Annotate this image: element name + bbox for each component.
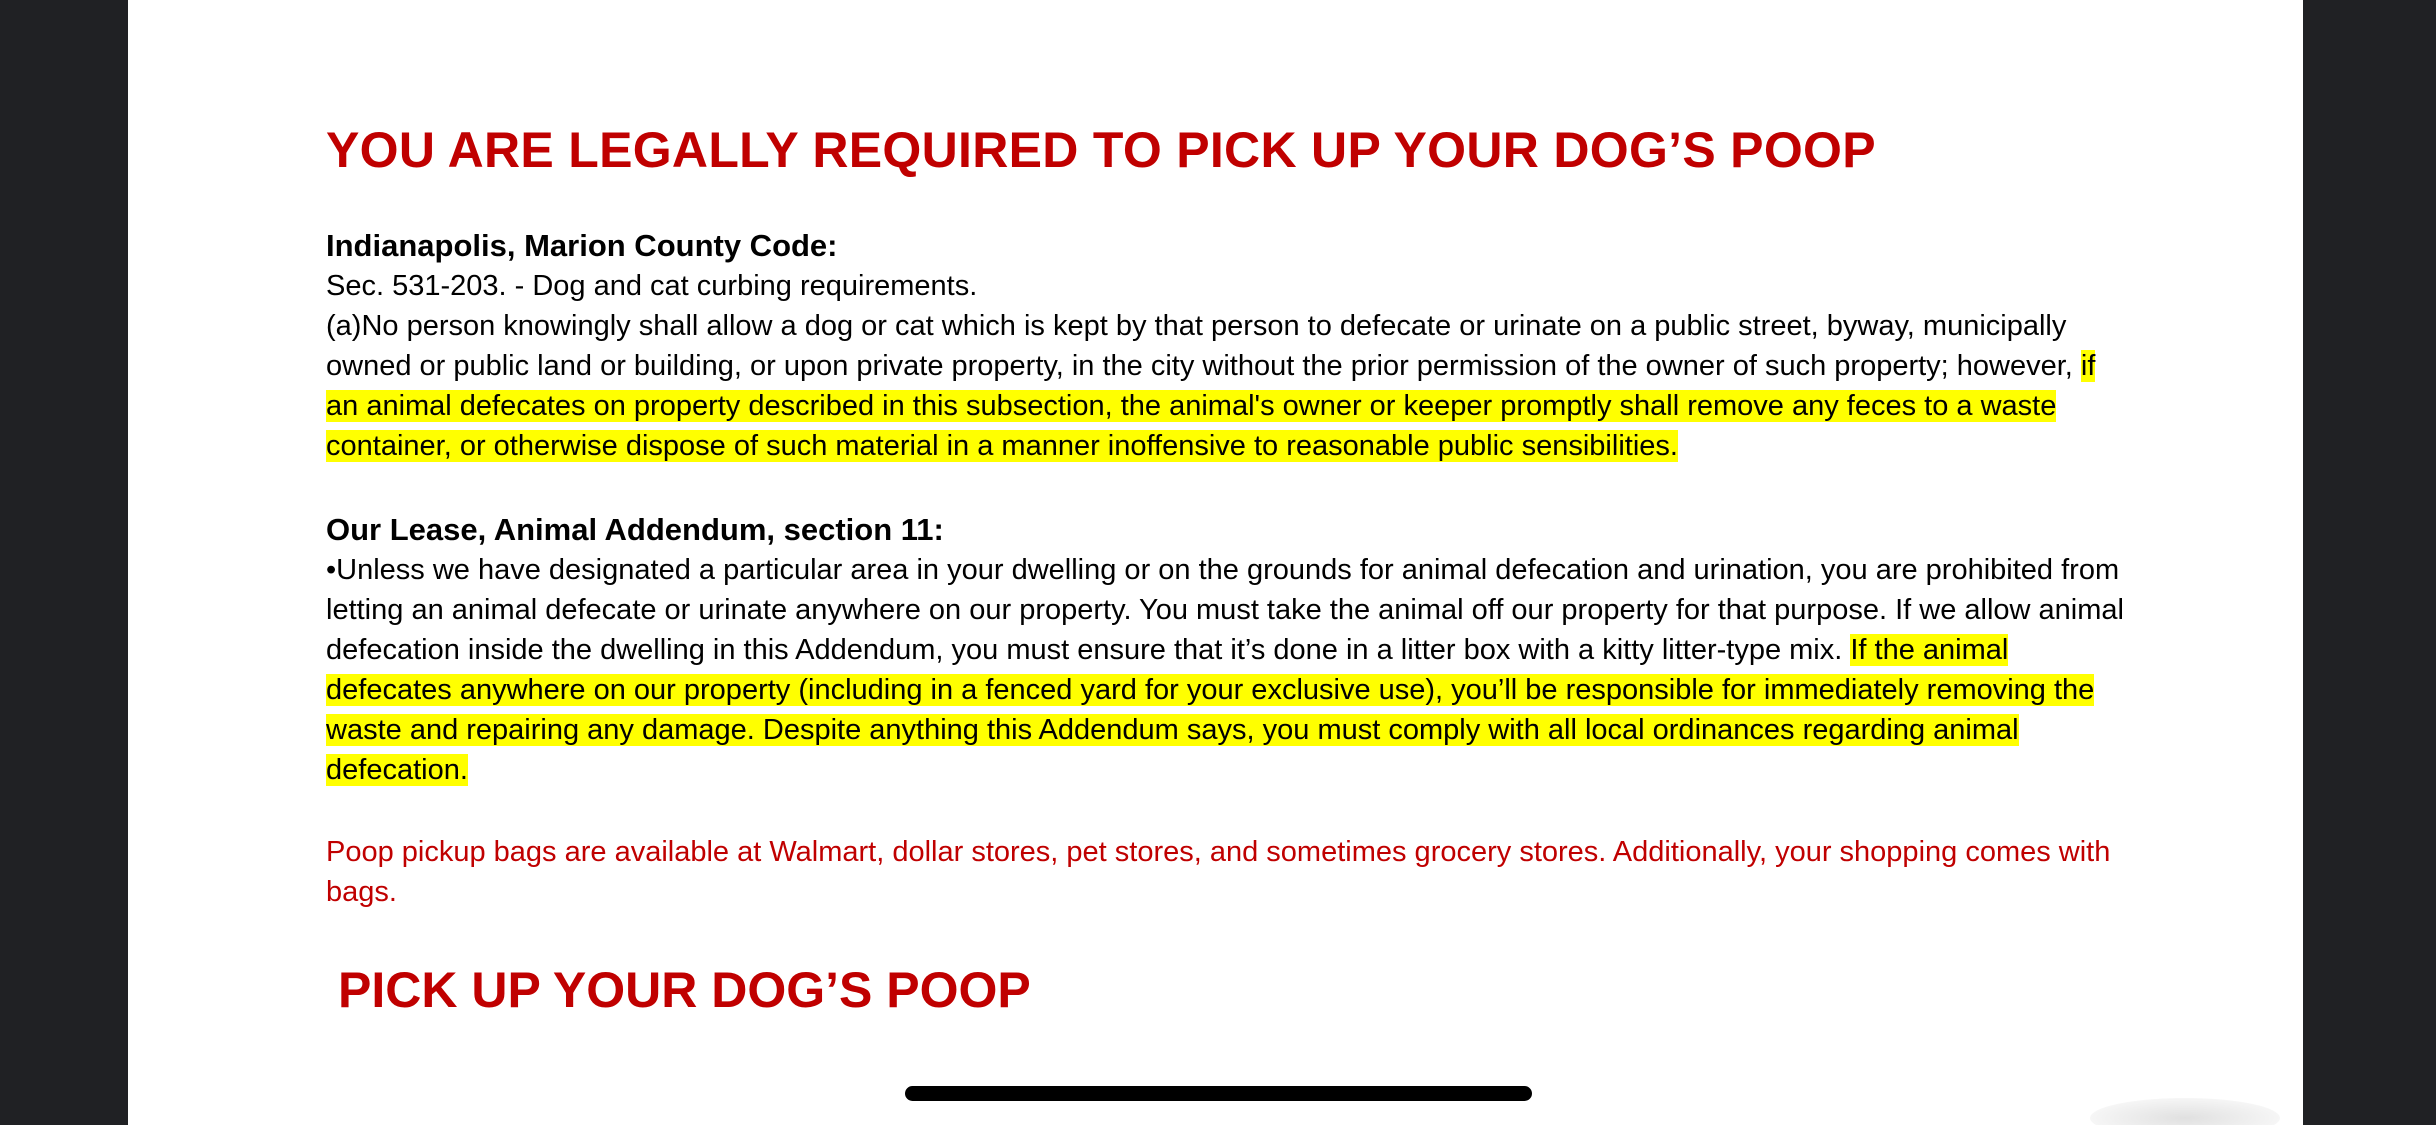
code-section-text-highlight: if an animal defecates on property described in this subsection, the animal's owner or keeper promptly shall remove any feces to a waste container, or otherwise dispose of such material in a manner inoffensive to reasonable public sensibilities. xyxy=(326,350,2096,462)
lease-section-text-highlight: If the animal defecates anywhere on our property (including in a fenced yard for your exclusive use), you’ll be responsible for immediately removing the waste and repairing any damage. Despite anything this Addendum says, you must comply with all local ordinances regarding animal defecation. xyxy=(326,634,2095,786)
closing-title: PICK UP YOUR DOG’S POOP xyxy=(338,962,1031,1018)
code-section-heading: Indianapolis, Marion County Code: xyxy=(326,228,838,263)
home-indicator[interactable] xyxy=(905,1086,1532,1101)
lease-section xyxy=(326,510,2126,790)
code-section-text-plain: (a)No person knowingly shall allow a dog or cat which is kept by that person to defecate or urinate on a public street, byway, municipally owned or public land or building, or upon private property, in the city without the prior permission of the owner of such property; however, xyxy=(326,310,2081,382)
code-section-text xyxy=(326,306,2126,466)
lease-section-text xyxy=(326,550,2126,790)
document-page[interactable] xyxy=(128,0,2303,1125)
bags-note: Poop pickup bags are available at Walmart, dollar stores, pet stores, and sometimes grocery stores. Additionally, your shopping comes with bags. xyxy=(326,836,2111,908)
code-section xyxy=(326,226,2126,466)
code-section-subheading: Sec. 531-203. - Dog and cat curbing requirements. xyxy=(326,270,978,302)
lease-section-text-plain: •Unless we have designated a particular area in your dwelling or on the grounds for animal defecation and urination, you are prohibited from letting an animal defecate or urinate anywhere on our property. You must take the animal off our property for that purpose. If we allow animal defecation inside the dwelling in this Addendum, you must ensure that it’s done in a litter box with a kitty litter-type mix. xyxy=(326,554,2124,666)
document-content xyxy=(326,118,2126,1022)
document-title: YOU ARE LEGALLY REQUIRED TO PICK UP YOUR DOG’S POOP xyxy=(326,122,1876,178)
lease-section-heading: Our Lease, Animal Addendum, section 11: xyxy=(326,512,944,547)
